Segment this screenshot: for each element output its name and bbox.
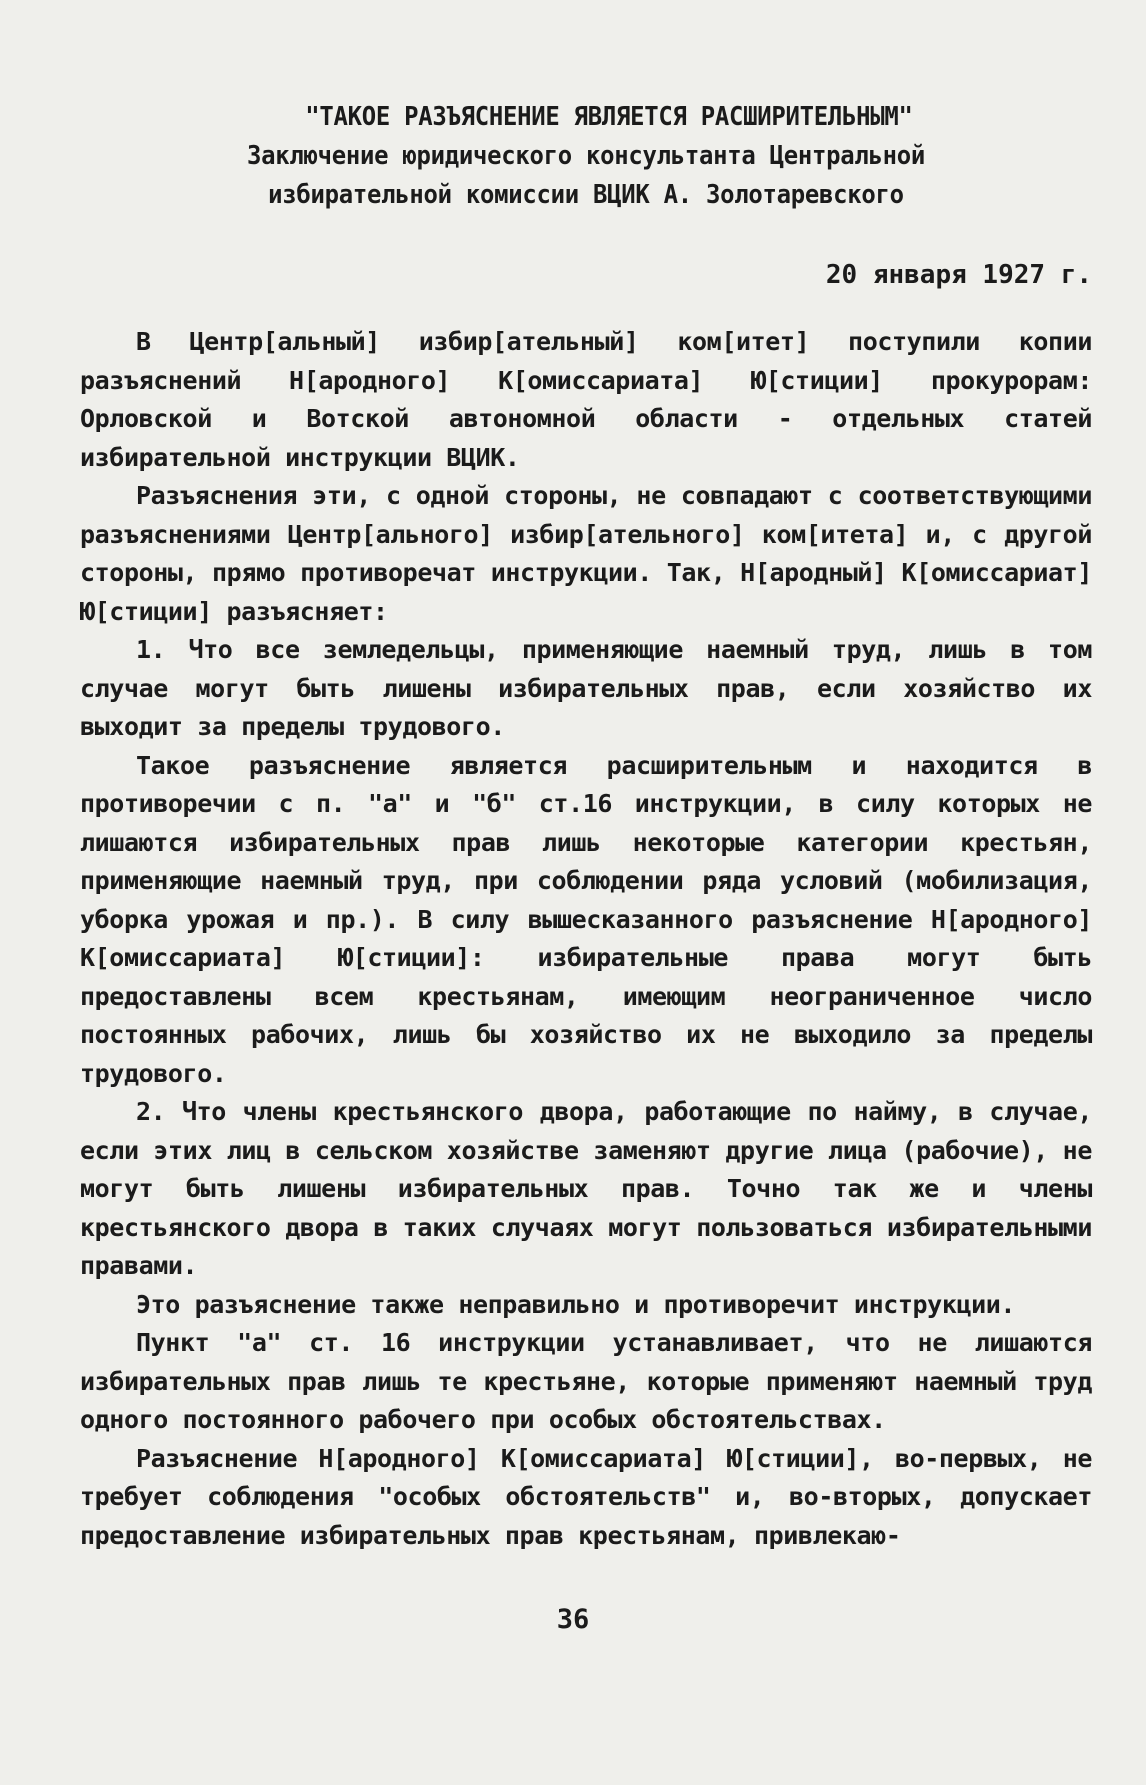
page-number: 36: [556, 1604, 590, 1635]
paragraph: 2. Что члены крестьянского двора, работающие по найму, в случае, если этих лиц в сельском хозяйстве заменяют другие лица (рабочие), не могут быть лишены избирательных прав. Точно так же и члены крестьянского двора в таких случаях могут пользоваться избирательными правами.: [80, 1097, 1092, 1280]
paragraph: Разъяснение Н[ародного] К[омиссариата] Ю[стиции], во-первых, не требует соблюдения "особых обстоятельств" и, во-вторых, допускает предоставление избирательных прав крестьянам, привлекаю-: [80, 1443, 1092, 1550]
paragraph: Это разъяснение также неправильно и противоречит инструкции.: [136, 1289, 1016, 1319]
heading-subtitle-line-2: избирательной комиссии ВЦИК А. Золотаревского: [268, 180, 904, 210]
paragraph: Пункт "а" ст. 16 инструкции устанавливает, что не лишаются избирательных прав лишь те крестьяне, которые применяют наемный труд одного постоянного рабочего при особых обстоятельствах.: [80, 1328, 1092, 1434]
paragraph: Разъяснения эти, с одной стороны, не совпадают с соответствующими разъяснениями Центр[ального] избир[ательного] ком[итета] и, с другой стороны, прямо противоречат инструкции. Так, Н[ародный] К[омиссариат] Ю[стиции] разъясняет:: [80, 481, 1092, 626]
document-date: 20 января 1927 г.: [825, 260, 1092, 290]
document-heading: [120, 98, 1051, 215]
heading-title: "ТАКОЕ РАЗЪЯСНЕНИЕ ЯВЛЯЕТСЯ РАСШИРИТЕЛЬНЫМ": [305, 102, 913, 132]
paragraph: В Центр[альный] избир[ательный] ком[итет] поступили копии разъяснений Н[ародного] К[омиссариата] Ю[стиции] прокурорам: Орловской и Вотской автономной области - отдельных статей избирательной инструкции ВЦИК.: [80, 327, 1092, 472]
document-body: [80, 323, 1092, 1555]
paragraph: Такое разъяснение является расширительным и находится в противоречии с п. "а" и "б" ст.16 инструкции, в силу которых не лишаются избирательных прав лишь некоторые категории крестьян, применяющие наемный труд, при соблюдении ряда условий (мобилизация, уборка урожая и пр.). В силу вышесказанного разъяснение Н[ародного] К[омиссариата] Ю[стиции]: избирательные права могут быть предоставлены всем крестьянам, имеющим неограниченное число постоянных рабочих, лишь бы хозяйство их не выходило за пределы трудового.: [80, 750, 1092, 1088]
paragraph: 1. Что все земледельцы, применяющие наемный труд, лишь в том случае могут быть лишены избирательных прав, если хозяйство их выходит за пределы трудового.: [80, 635, 1092, 741]
heading-subtitle-line-1: Заключение юридического консультанта Центральной: [246, 141, 926, 171]
